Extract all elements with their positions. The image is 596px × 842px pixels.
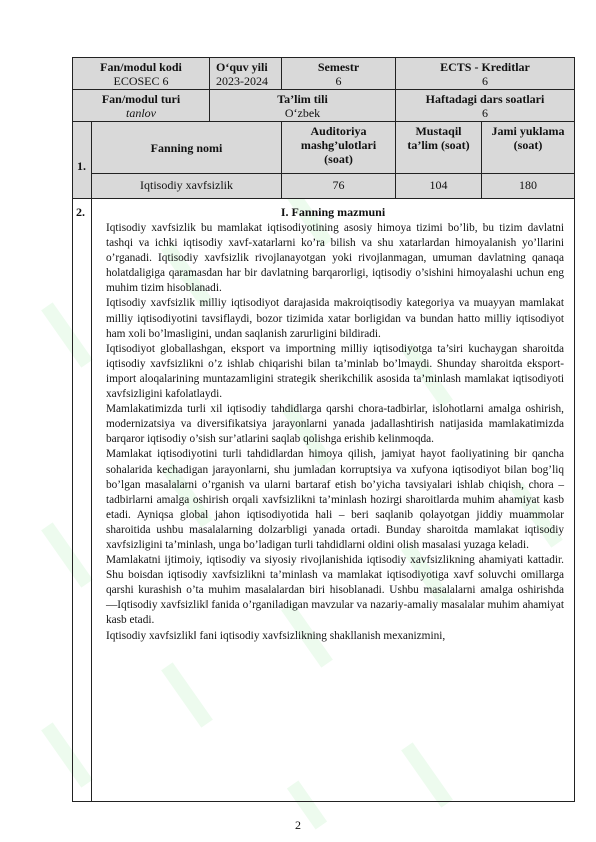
til-value: O‘zbek — [284, 106, 321, 120]
fan-nomi-label: Fanning nomi — [150, 141, 223, 155]
mustaqil-line1: Mustaqil — [415, 124, 462, 138]
auditoriya-line1: Auditoriya — [310, 124, 367, 138]
mustaqil-header — [395, 121, 482, 174]
kod-label: Fan/modul kodi — [100, 60, 182, 74]
auditoriya-value-cell — [281, 173, 396, 199]
turi-label: Fan/modul turi — [101, 92, 181, 106]
fan-nomi-header — [91, 121, 282, 174]
til-cell — [209, 89, 396, 122]
auditoriya-line3: (soat) — [324, 152, 353, 166]
paragraph: Iqtisodiy xavfsizlik milliy iqtisodiyot darajasida makroiqtisodiy kategoriya va muayyan mamlakat milliy iqtisodiyotini tavsiflaydi, bozor tizimida xatar borligidan va bundan hatto milliy iqtisodiyot ham xoli bo’lmasligini, undan saqlanish zarurligini bildiradi. — [106, 297, 564, 340]
ects-cell — [395, 57, 575, 90]
paragraph: Iqtisodiyot globallashgan, eksport va importning milliy iqtisodiyotga ta’siri kuchaygan sharoitda iqtisodiy xavfsizlikni o’z ishlab chiqarishi bilan ta’minlab bo’lmaydi. Shunday sharoitda eksport-import aloqalarining muntazamligini strategik sherikchilik asosida ta’minlash mamlakat iqtisodiyoti xavfsizligini kafolatlaydi. — [106, 342, 564, 401]
turi-cell — [72, 89, 210, 122]
yil-label: O‘quv yili — [216, 60, 268, 74]
section2-title: I. Fanning mazmuni — [280, 205, 386, 219]
paragraph: Mamlakatni ijtimoiy, iqtisodiy va siyosiy rivojlanishida iqtisodiy xavfsizlikning ahamiyati kattadir. Shu boisdan iqtisodiy xavfsizlikni ta’minlash va mamlakat iqtisodiyotiga xavf soluvchi omillarga qarshi kurashish o’ta muhim masalalardan biri hisoblanadi. Ushbu masalalarni amalga oshirishda ―Iqtisodiy xavfsizlik‖ fanida o’rganiladigan mavzular va nazariy-amaliy masalalar muhim ahamiyat kasb etadi. — [106, 554, 564, 627]
mustaqil-value: 104 — [429, 178, 448, 192]
fan-nomi-value: Iqtisodiy xavfsizlik — [140, 178, 233, 192]
semestr-label: Semestr — [317, 60, 360, 74]
kod-cell — [72, 57, 210, 90]
section1-number: 1. — [77, 159, 86, 173]
ects-label: ECTS - Kreditlar — [440, 60, 530, 74]
paragraph: Iqtisodiy xavfsizlik‖ fani iqtisodiy xavfsizlikning shakllanish mexanizmini, — [106, 629, 446, 642]
jami-value: 180 — [519, 178, 537, 192]
content-text — [106, 221, 564, 644]
jami-header — [481, 121, 575, 174]
soat-value: 6 — [482, 106, 488, 120]
section2-number-cell — [72, 198, 92, 802]
paragraph: Mamlakat iqtisodiyotini turli tahdidlardan himoya qilish, jamiyat hayot faoliyatining bir qancha sohalarida kechadigan jarayonlarni, shu jumladan korruptsiya va xufyona iqtisodiyot bilan bog’liq bo’lgan masalalarni o’rganish va ularni bartaraf etish bo’yicha tavsiyalari ishlab chiqish, chora – tadbirlarni amalga oshirish orqali xavfsizlikni ta’minlash hozirgi sharoitlarda muhim ahamiyat kasb etadi. Ayniqsa global jahon iqtisodiyotida hali – beri saqlanib qolayotgan jiddiy muammolar sharoitida ushbu masalalarning dolzarbligi yanada ortadi. Bunday sharoitda mamlakat iqtisodiy xavfsizligini ta’minlash, unga bo’ladigan turli tahdidlarni oldini olish masalasi yuzaga keladi. — [106, 448, 564, 551]
yil-cell — [209, 57, 282, 90]
section2-number: 2. — [76, 205, 85, 219]
auditoriya-value: 76 — [332, 178, 345, 192]
auditoriya-header — [281, 121, 396, 174]
auditoriya-line2: mashg’ulotlari — [300, 138, 377, 152]
til-label: Ta’lim tili — [277, 92, 328, 106]
mustaqil-line2: ta’lim (soat) — [407, 138, 470, 152]
semestr-cell — [281, 57, 396, 90]
semestr-value: 6 — [335, 74, 342, 88]
ects-value: 6 — [482, 74, 488, 88]
page-number: 2 — [295, 818, 301, 832]
paragraph: Mamlakatimizda turli xil iqtisodiy tahdidlarga qarshi chora-tadbirlar, islohotlarni amalga oshirish, modernizatsiya va diversifikatsiya jarayonlarni yanada jadallashtirish natijasida mamlakatimizda barqaror iqtisodiy o’sish sur’atlarini saqlab qolishga erishib kelinmoqda. — [106, 403, 564, 446]
jami-line2: (soat) — [513, 138, 543, 152]
jami-value-cell — [481, 173, 575, 199]
yil-value: 2023-2024 — [216, 74, 268, 88]
jami-line1: Jami yuklama — [491, 124, 565, 138]
soat-cell — [395, 89, 575, 122]
turi-value: tanlov — [126, 106, 156, 120]
kod-value: ECOSEC 6 — [113, 74, 169, 88]
soat-label: Haftadagi dars soatlari — [425, 92, 545, 106]
mustaqil-value-cell — [395, 173, 482, 199]
fan-nomi-value-cell — [91, 173, 282, 199]
paragraph: Iqtisodiy xavfsizlik bu mamlakat iqtisodiyotining asosiy himoya tizimi bo’lib, bu tizim davlatni tashqi va ichki iqtisodiy xavf-xatarlarni ko’ra bilish va shu xatarlardan himoyalanish yo’llarini o’rganadi. Iqtisodiy xavfsizlik rivojlanayotgan yoki rivojlanmagan, umuman davlatning qanaqa holatdaligiga qaramasdan har bir davlatning barqarorligi, iqtisodiy o’sishini himoyalashi uchun eng muhim tizim hisoblanadi. — [106, 222, 564, 295]
section1-number-cell — [72, 121, 92, 199]
